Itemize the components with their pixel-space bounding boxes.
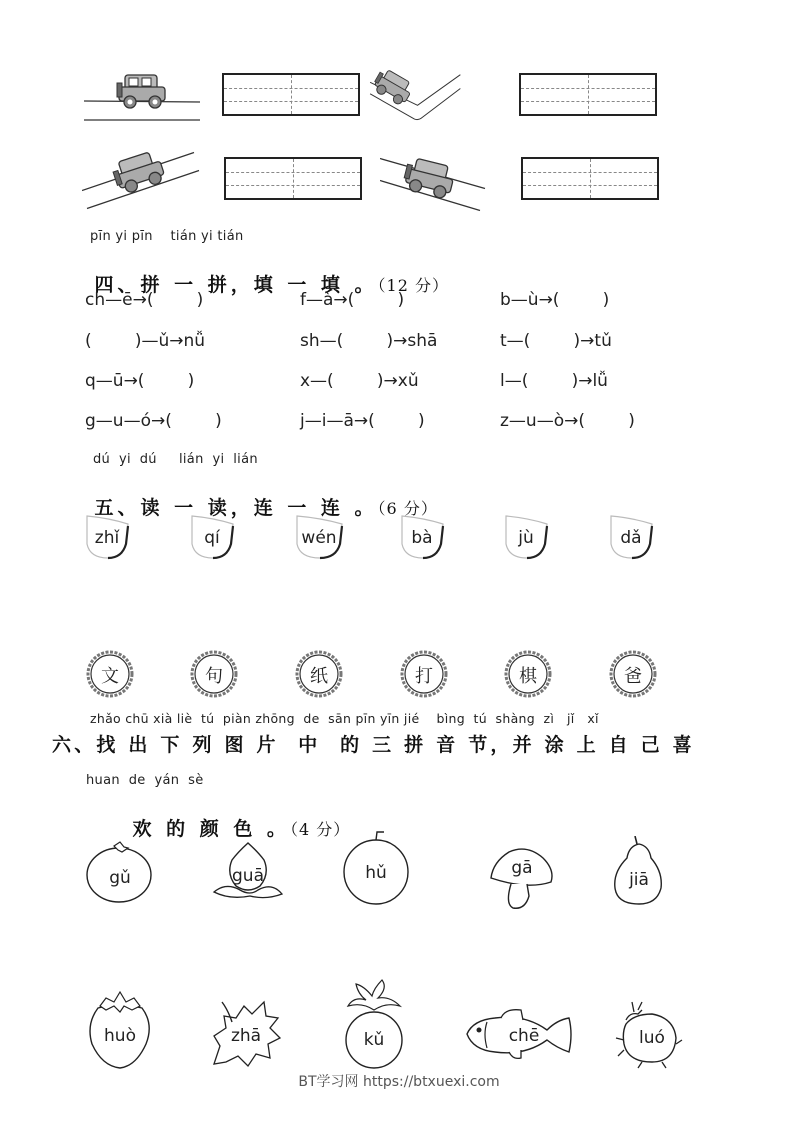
watermark-footer: BT学习网 https://btxuexi.com [298,1074,500,1090]
character-badge-1[interactable] [85,649,135,699]
character-badge-3[interactable] [294,649,344,699]
syllable-card-5[interactable] [503,514,549,560]
section-6-pinyin-line1: zhǎo chū xià liè tú piàn zhōng de sān pīn yīn jié bìng tú shàng zì jǐ xǐ [90,711,599,726]
syllable-card-4[interactable] [399,514,445,560]
picture-pineapple[interactable] [338,976,410,1072]
picture-peach[interactable] [210,838,286,904]
pinyin-exercise-r4c2[interactable]: j—i—ā→( ) [300,411,425,431]
car-uphill-road-image [82,148,212,218]
character-label: 打 [415,666,433,687]
pinyin-exercise-r2c2[interactable]: sh—( )→shā [300,331,438,351]
pinyin-exercise-r3c2[interactable]: x—( )→xǔ [300,371,419,391]
syllable-label: zhǐ [94,528,120,548]
pinyin-exercise-r1c3[interactable]: b—ù→( ) [500,290,610,310]
syllable-card-2[interactable] [189,514,235,560]
picture-pear[interactable] [611,836,667,908]
writing-box-3[interactable] [224,157,362,200]
syllable-card-3[interactable] [294,514,340,560]
car-valley-road-image [338,55,468,125]
picture-ladybug[interactable] [612,1000,684,1070]
pinyin-exercise-r4c3[interactable]: z—u—ò→( ) [500,411,635,431]
section-5-score: （6 分） [377,499,438,518]
character-label: 爸 [624,666,642,687]
syllable-label: qí [204,528,220,548]
picture-mushroom[interactable] [487,840,557,910]
pinyin-exercise-r3c3[interactable]: l—( )→lǚ [500,371,608,391]
syllable-label: jù [518,528,534,548]
section-5-pinyin: dú yi dú lián yi lián [93,452,258,467]
section-6-title-line2-text: 欢 的 颜 色 。 [132,818,290,840]
character-label: 纸 [310,666,328,687]
pinyin-exercise-r2c3[interactable]: t—( )→tǔ [500,331,612,351]
section-6-score: （4 分） [289,820,351,839]
picture-label: hǔ [365,863,387,883]
character-label: 棋 [519,666,537,687]
picture-label: luó [639,1028,665,1048]
section-4-title-text: 四、拼 一 拼，填 一 填 。 [94,274,378,296]
character-label: 句 [205,666,223,687]
pinyin-exercise-r1c1[interactable]: ch—ē→( ) [85,290,204,310]
picture-label: gǔ [109,868,131,888]
character-label: 文 [101,666,119,687]
car-flat-road-image [82,62,212,132]
section-4-score: （12 分） [377,276,449,295]
picture-fish[interactable] [465,1006,577,1064]
pinyin-exercise-r4c1[interactable]: g—u—ó→( ) [85,411,222,431]
picture-label: zhā [230,1026,262,1046]
character-badge-6[interactable] [608,649,658,699]
car-downhill-road-image [380,148,510,218]
syllable-label: bà [411,528,433,548]
section-6-pinyin-line2: huan de yán sè [86,773,204,788]
character-badge-5[interactable] [503,649,553,699]
section-4-pinyin: pīn yi pīn tián yi tián [90,229,244,244]
picture-label: jiā [629,870,649,890]
pinyin-exercise-r3c1[interactable]: q—ū→( ) [85,371,195,391]
picture-apple[interactable] [340,830,412,906]
syllable-card-1[interactable] [84,514,130,560]
pinyin-exercise-r2c1[interactable]: ( )—ǔ→nǚ [85,331,206,351]
character-badge-2[interactable] [189,649,239,699]
writing-box-2[interactable] [519,73,657,116]
section-5-title-text: 五、读 一 读，连 一 连 。 [94,497,378,519]
picture-leaf[interactable] [208,996,284,1068]
picture-orange[interactable] [84,838,156,904]
picture-strawberry[interactable] [84,988,156,1070]
section-6-title-line1: 六、找 出 下 列 图 片 中 的 三 拼 音 节，并 涂 上 自 己 喜 [52,734,695,756]
syllable-label: wén [301,528,337,548]
picture-label: huò [104,1026,136,1046]
picture-label: guā [232,866,264,886]
picture-label: chē [508,1026,540,1046]
character-badge-4[interactable] [399,649,449,699]
writing-box-4[interactable] [521,157,659,200]
pinyin-exercise-r1c2[interactable]: f—à→( ) [300,290,405,310]
picture-label: kǔ [363,1030,385,1050]
syllable-card-6[interactable] [608,514,654,560]
syllable-label: dǎ [620,528,642,548]
picture-label: gā [511,858,533,878]
